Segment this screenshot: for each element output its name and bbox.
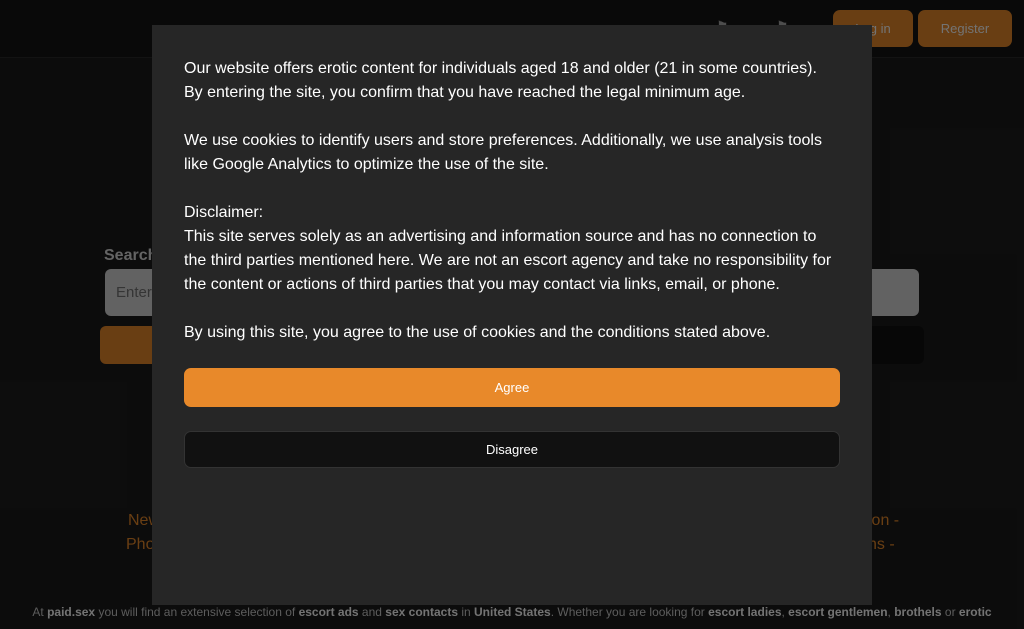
disagree-button[interactable]: Disagree <box>184 431 840 468</box>
consent-notice-text: By using this site, you agree to the use of cookies and the conditions stated above. <box>184 324 771 341</box>
age-verification-modal <box>152 25 872 605</box>
disclaimer-text: This site serves solely as an advertising and information source and has no connection to the third parties mentioned here. We are not an escort agency and take no responsibility for the content or actions of third parties that you may contact via links, email, or phone. <box>184 228 832 293</box>
age-notice-text: Our website offers erotic content for individuals aged 18 and older (21 in some countries). By entering the site, you confirm that you have reached the legal minimum age. <box>184 60 817 101</box>
cookie-notice-text: We use cookies to identify users and store preferences. Additionally, we use analysis tools like Google Analytics to optimize the use of the site. <box>184 132 822 173</box>
disclaimer-title: Disclaimer: <box>184 204 264 221</box>
agree-button[interactable]: Agree <box>184 368 840 407</box>
